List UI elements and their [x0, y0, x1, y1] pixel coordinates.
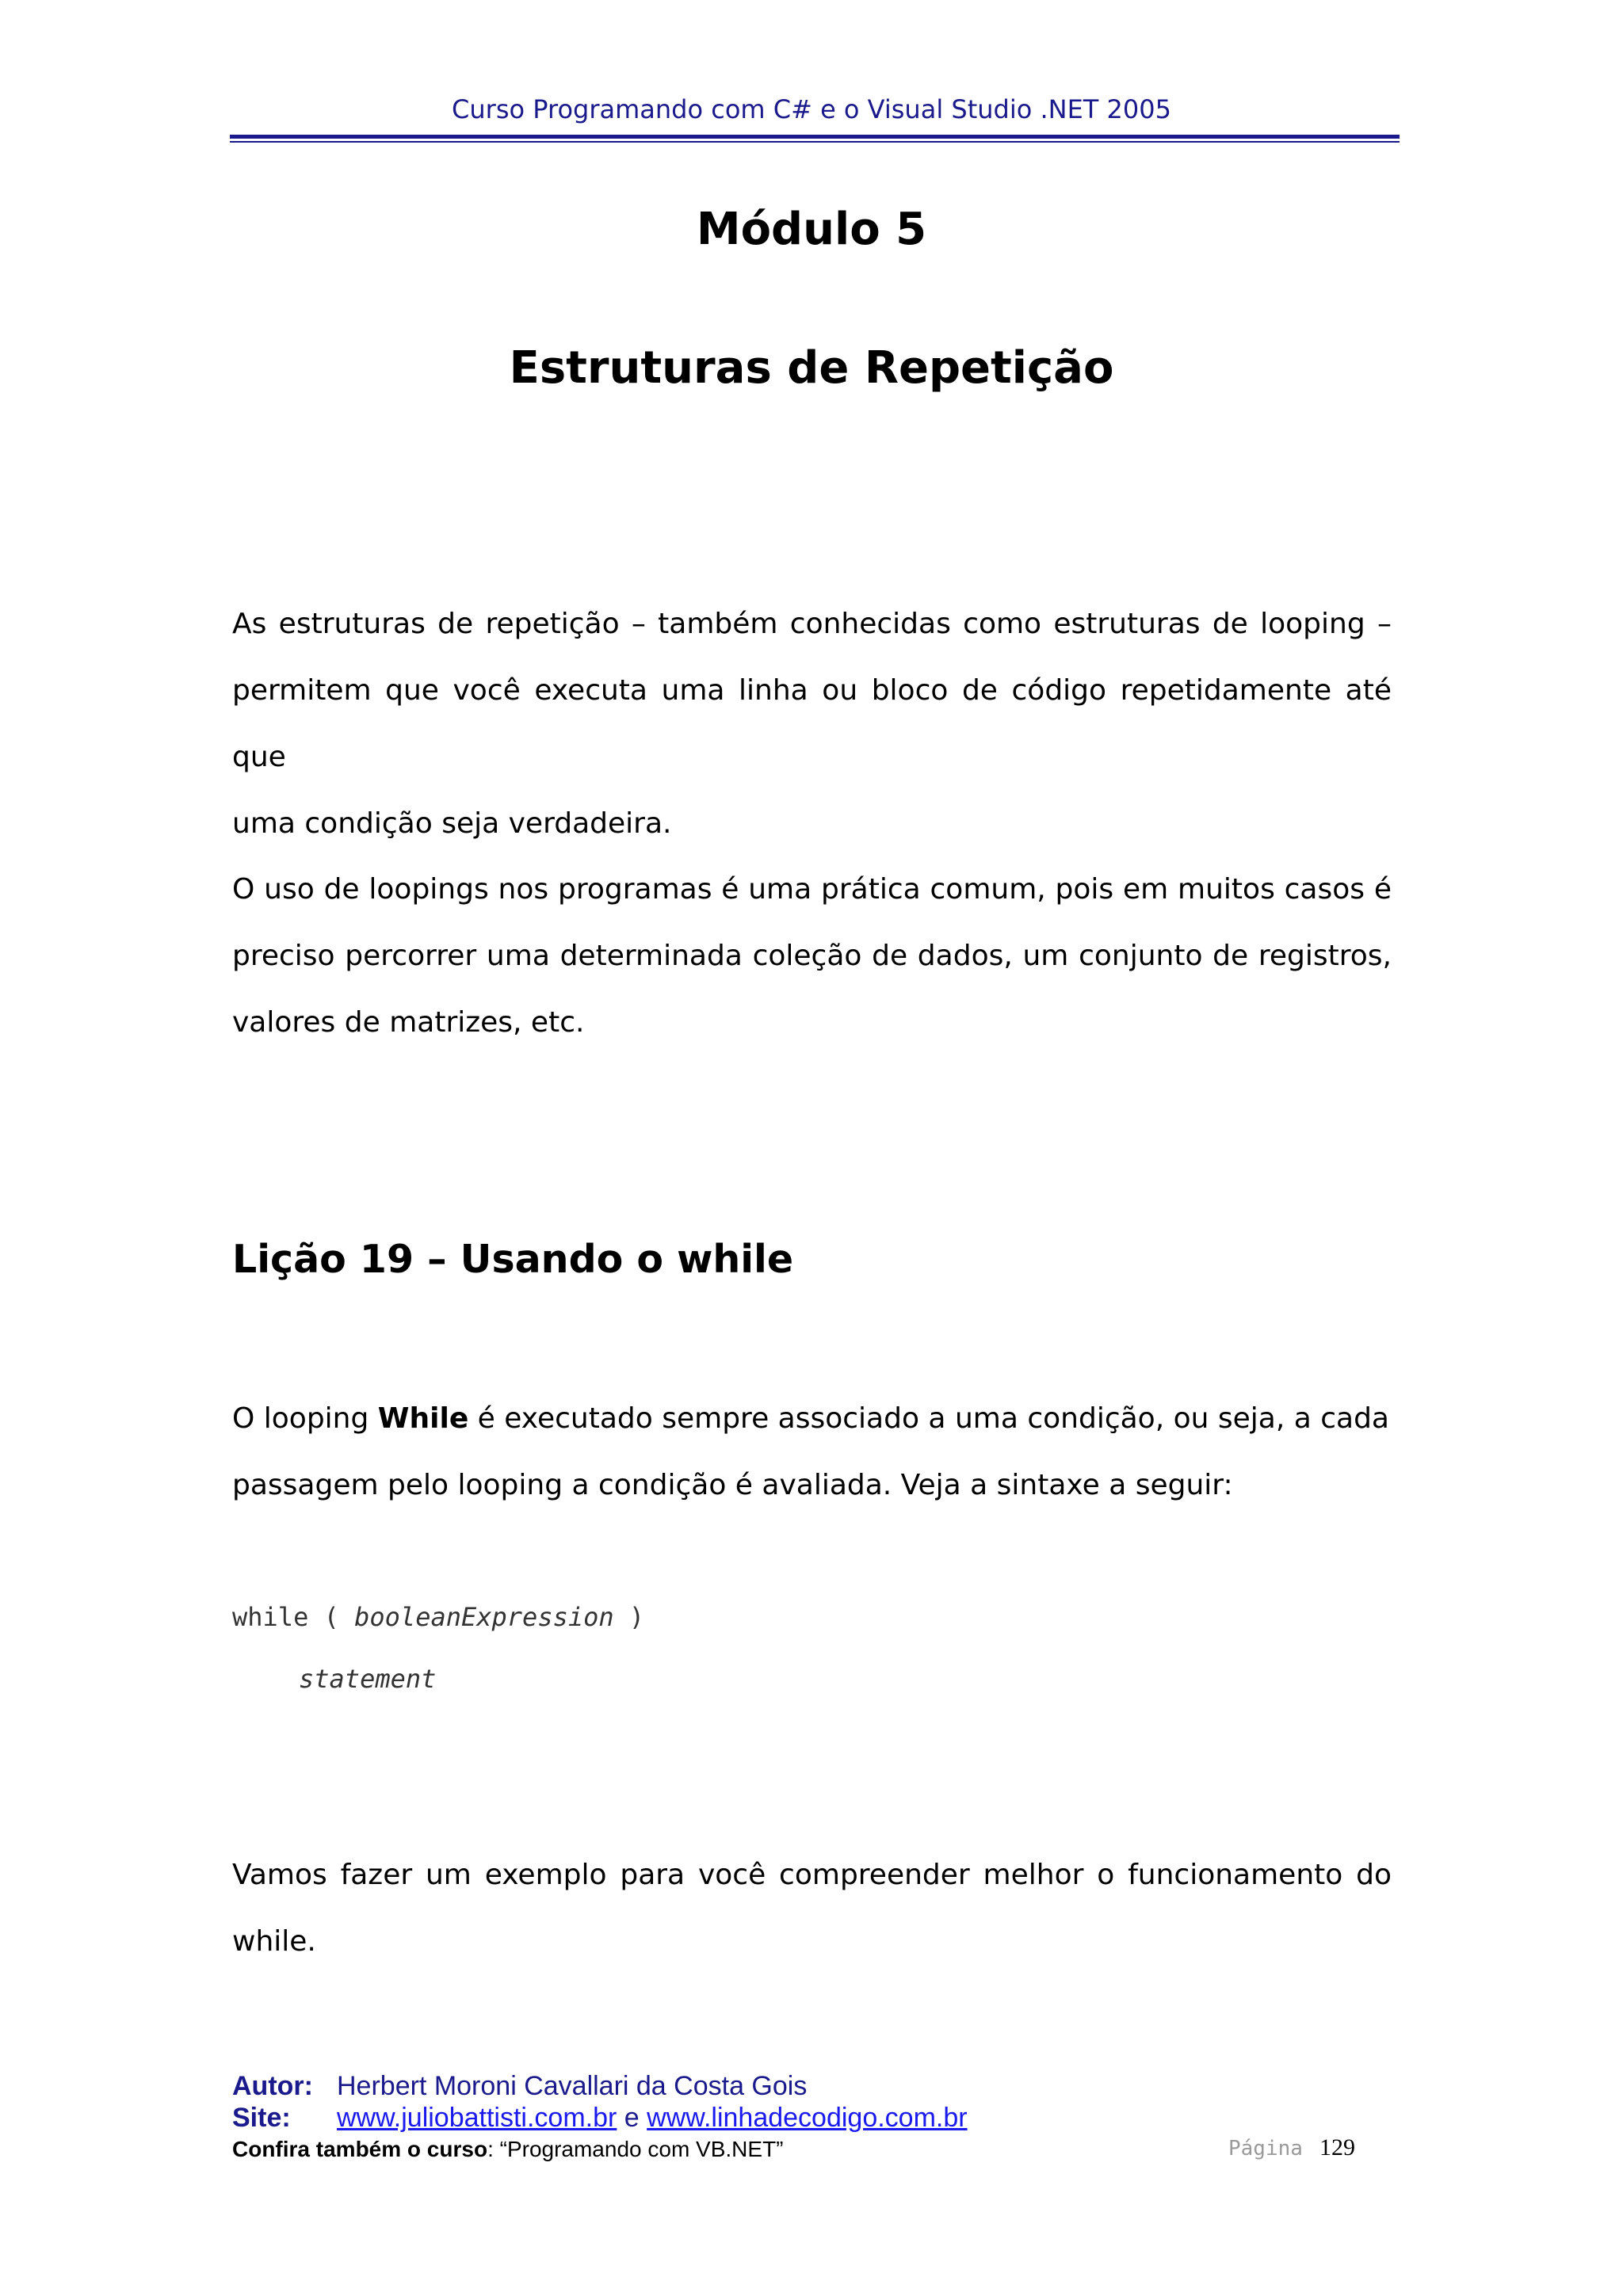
paragraph-line: uma condição seja verdadeira. — [232, 807, 672, 840]
code-keyword: while ( — [232, 1602, 355, 1632]
page-number-label: Página — [1228, 2137, 1303, 2161]
confira-course: : “Programando com VB.NET” — [487, 2137, 784, 2161]
link-juliobattisti[interactable]: www.juliobattisti.com.br — [337, 2103, 617, 2133]
paragraph-line: while. — [232, 1925, 316, 1958]
chapter-title: Estruturas de Repetição — [509, 342, 1114, 394]
code-parameter: booleanExpression — [354, 1602, 614, 1632]
paragraph-line: valores de matrizes, etc. — [232, 1006, 585, 1039]
paragraph-line: As estruturas de repetição – também conhecidas como estruturas de looping – — [232, 608, 1392, 640]
module-title: Módulo 5 — [696, 204, 927, 255]
confira-label: Confira também o curso — [232, 2137, 488, 2161]
footer-site-links — [337, 2103, 968, 2134]
paragraph-line: permitem que você executa uma linha ou bloco de código repetidamente até que — [232, 674, 1392, 773]
paragraph-line: Vamos fazer um exemplo para você compreender melhor o funcionamento do — [232, 1859, 1392, 1891]
header-rule-thin — [230, 141, 1400, 143]
lesson-title: Lição 19 – Usando o while — [232, 1237, 794, 1282]
paragraph-line: passagem pelo looping a condição é avaliada. Veja a sintaxe a seguir: — [232, 1469, 1233, 1501]
intro-paragraph-2 — [232, 856, 1392, 1056]
text-run: O looping — [232, 1402, 378, 1435]
code-line-while — [232, 1586, 644, 1648]
lesson-paragraph-1 — [232, 1386, 1392, 1519]
lesson-paragraph-2 — [232, 1842, 1392, 1975]
keyword-while-bold: While — [377, 1402, 469, 1435]
footer-site-label: Site: — [232, 2103, 291, 2133]
link-linhadecodigo[interactable]: www.linhadecodigo.com.br — [647, 2103, 968, 2133]
paragraph-line: O uso de loopings nos programas é uma prática comum, pois em muitos casos é — [232, 873, 1392, 906]
footer-confira — [232, 2137, 784, 2162]
intro-paragraph-1 — [232, 591, 1392, 857]
running-header: Curso Programando com C# e o Visual Studio .NET 2005 — [452, 94, 1171, 124]
code-line-statement: statement — [299, 1664, 437, 1694]
paragraph-line — [232, 1386, 1392, 1452]
text-run: é executado sempre associado a uma condição, ou seja, a cada — [468, 1402, 1389, 1435]
code-paren: ) — [613, 1602, 645, 1632]
footer-author-label: Autor: — [232, 2071, 313, 2101]
page-number: 129 — [1319, 2134, 1355, 2161]
header-rule-thick — [230, 135, 1400, 139]
paragraph-line: preciso percorrer uma determinada coleção de dados, um conjunto de registros, — [232, 940, 1392, 972]
link-separator: e — [617, 2103, 647, 2133]
footer-author-name: Herbert Moroni Cavallari da Costa Gois — [337, 2071, 808, 2101]
